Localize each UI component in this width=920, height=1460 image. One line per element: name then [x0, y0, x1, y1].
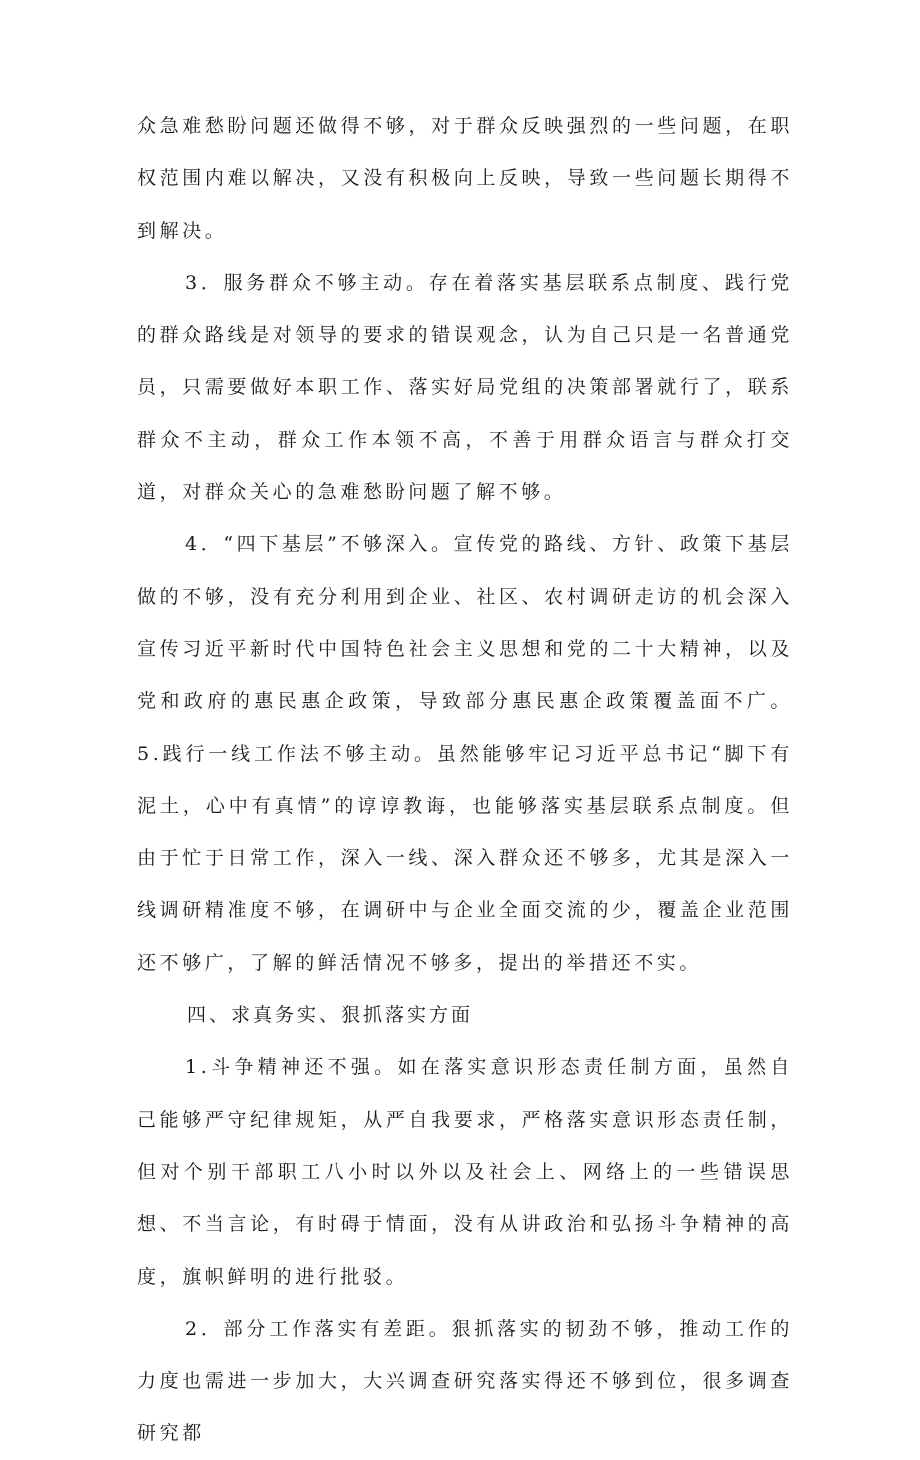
- paragraph-item-1: 1.斗争精神还不强。如在落实意识形态责任制方面，虽然自己能够严守纪律规矩，从严自我要求，严格落实意识形态责任制，但对个别干部职工八小时以外以及社会上、网络上的一些错误思想、不当言论，有时碍于情面，没有从讲政治和弘扬斗争精神的高度，旗帜鲜明的进行批驳。: [137, 1056, 793, 1288]
- document-body: [137, 100, 793, 1460]
- paragraph-item-4: 4．“四下基层”不够深入。宣传党的路线、方针、政策下基层做的不够，没有充分利用到企业、社区、农村调研走访的机会深入宣传习近平新时代中国特色社会主义思想和党的二十大精神，以及党和政府的惠民惠企政策，导致部分惠民惠企政策覆盖面不广。5.践行一线工作法不够主动。虽然能够牢记习近平总书记“脚下有泥土，心中有真情”的谆谆教诲，也能够落实基层联系点制度。但由于忙于日常工作，深入一线、深入群众还不够多，尤其是深入一线调研精准度不够，在调研中与企业全面交流的少，覆盖企业范围还不够广，了解的鲜活情况不够多，提出的举措还不实。: [137, 533, 793, 974]
- section-heading: 四、求真务实、狠抓落实方面: [187, 1004, 474, 1027]
- paragraph-item-2: 2．部分工作落实有差距。狠抓落实的韧劲不够，推动工作的力度也需进一步加大，大兴调查研究落实得还不够到位，很多调查研究都: [137, 1317, 793, 1445]
- paragraph-continuation: 众急难愁盼问题还做得不够，对于群众反映强烈的一些问题，在职权范围内难以解决，又没有积极向上反映，导致一些问题长期得不到解决。: [137, 115, 793, 242]
- paragraph-item-3: 3．服务群众不够主动。存在着落实基层联系点制度、践行党的群众路线是对领导的要求的错误观念，认为自己只是一名普通党员，只需要做好本职工作、落实好局党组的决策部署就行了，联系群众不主动，群众工作本领不高，不善于用群众语言与群众打交道，对群众关心的急难愁盼问题了解不够。: [137, 271, 793, 504]
